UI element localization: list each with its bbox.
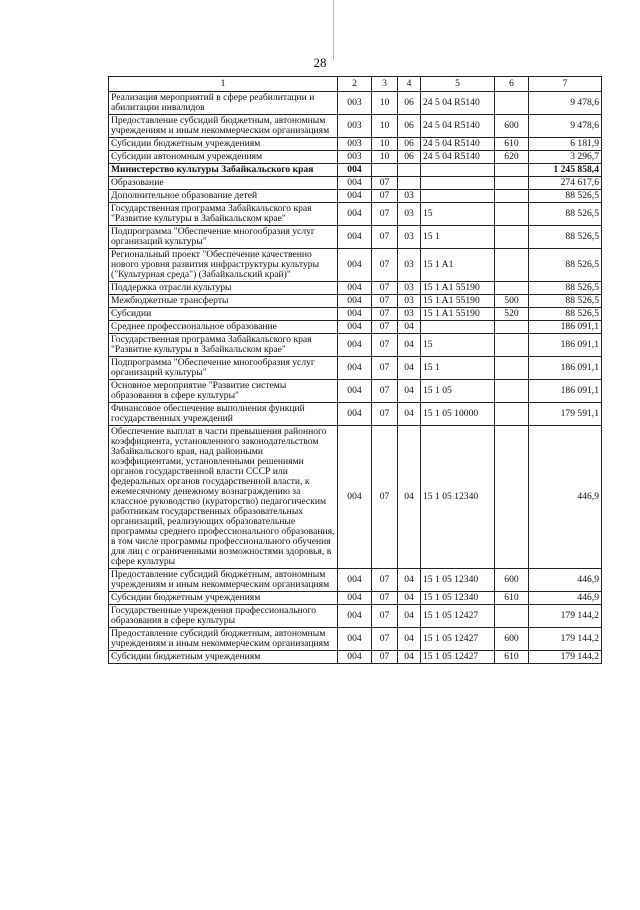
cell-section: 10 — [372, 138, 398, 151]
table-header — [109, 77, 602, 92]
table-row — [109, 249, 602, 282]
cell-target-article: 15 1 05 12427 — [421, 651, 495, 664]
cell-ministry-code: 004 — [338, 226, 372, 249]
cell-expense-type: 600 — [495, 569, 529, 592]
cell-target-article: 15 — [421, 334, 495, 357]
cell-name: Подпрограмма "Обеспечение многообразия услуг организаций культуры" — [109, 357, 338, 380]
cell-expense-type: 620 — [495, 151, 529, 164]
header-col-4: 4 — [398, 77, 421, 92]
cell-ministry-code: 004 — [338, 282, 372, 295]
cell-target-article: 15 1 A1 — [421, 249, 495, 282]
cell-subsection: 04 — [398, 628, 421, 651]
cell-expense-type — [495, 226, 529, 249]
cell-name: Субсидии бюджетным учреждениям — [109, 138, 338, 151]
cell-section: 07 — [372, 569, 398, 592]
table-body — [109, 92, 602, 664]
cell-target-article: 15 1 — [421, 357, 495, 380]
cell-name: Государственная программа Забайкальского края "Развитие культуры в Забайкальском крае" — [109, 203, 338, 226]
cell-name: Субсидии бюджетным учреждениям — [109, 651, 338, 664]
cell-name: Реализация мероприятий в сфере реабилитации и абилитации инвалидов — [109, 92, 338, 115]
cell-expense-type — [495, 403, 529, 426]
table-row — [109, 321, 602, 334]
cell-name: Субсидии автономным учреждениям — [109, 151, 338, 164]
table-row — [109, 426, 602, 569]
cell-subsection: 03 — [398, 190, 421, 203]
cell-amount: 88 526,5 — [529, 308, 602, 321]
cell-section: 07 — [372, 190, 398, 203]
cell-expense-type — [495, 605, 529, 628]
table-row — [109, 628, 602, 651]
cell-section: 07 — [372, 295, 398, 308]
cell-expense-type: 610 — [495, 592, 529, 605]
cell-target-article: 24 5 04 R5140 — [421, 138, 495, 151]
cell-name: Основное мероприятие "Развитие системы образования в сфере культуры" — [109, 380, 338, 403]
cell-subsection: 03 — [398, 282, 421, 295]
cell-expense-type: 520 — [495, 308, 529, 321]
cell-target-article: 15 — [421, 203, 495, 226]
cell-section: 07 — [372, 334, 398, 357]
cell-section: 07 — [372, 651, 398, 664]
header-col-5: 5 — [421, 77, 495, 92]
cell-section: 10 — [372, 115, 398, 138]
cell-amount: 3 296,7 — [529, 151, 602, 164]
cell-target-article: 15 1 — [421, 226, 495, 249]
cell-target-article — [421, 177, 495, 190]
cell-ministry-code: 004 — [338, 295, 372, 308]
cell-name: Субсидии — [109, 308, 338, 321]
cell-name: Предоставление субсидий бюджетным, автономным учреждениям и иным некоммерческим организациям — [109, 628, 338, 651]
cell-ministry-code: 004 — [338, 380, 372, 403]
header-col-2: 2 — [338, 77, 372, 92]
header-col-3: 3 — [372, 77, 398, 92]
table-row — [109, 308, 602, 321]
cell-section: 07 — [372, 628, 398, 651]
table-row — [109, 92, 602, 115]
cell-subsection: 04 — [398, 403, 421, 426]
cell-subsection: 04 — [398, 569, 421, 592]
cell-section: 07 — [372, 592, 398, 605]
cell-amount: 186 091,1 — [529, 334, 602, 357]
cell-subsection: 04 — [398, 426, 421, 569]
cell-name: Финансовое обеспечение выполнения функций государственных учреждений — [109, 403, 338, 426]
cell-expense-type — [495, 380, 529, 403]
budget-table — [108, 76, 602, 664]
cell-subsection: 04 — [398, 651, 421, 664]
cell-name: Образование — [109, 177, 338, 190]
cell-expense-type: 500 — [495, 295, 529, 308]
cell-section: 07 — [372, 321, 398, 334]
cell-expense-type: 610 — [495, 138, 529, 151]
table-row — [109, 651, 602, 664]
cell-subsection — [398, 164, 421, 177]
cell-target-article: 15 1 05 12427 — [421, 628, 495, 651]
cell-amount: 186 091,1 — [529, 357, 602, 380]
cell-subsection: 04 — [398, 357, 421, 380]
cell-ministry-code: 004 — [338, 164, 372, 177]
cell-amount: 446,9 — [529, 426, 602, 569]
cell-ministry-code: 004 — [338, 569, 372, 592]
cell-name: Субсидии бюджетным учреждениям — [109, 592, 338, 605]
cell-ministry-code: 004 — [338, 249, 372, 282]
cell-subsection: 06 — [398, 151, 421, 164]
cell-subsection: 03 — [398, 295, 421, 308]
cell-section: 07 — [372, 357, 398, 380]
cell-amount: 88 526,5 — [529, 190, 602, 203]
cell-expense-type — [495, 357, 529, 380]
cell-subsection: 04 — [398, 592, 421, 605]
cell-amount: 186 091,1 — [529, 380, 602, 403]
cell-target-article: 15 1 A1 55190 — [421, 295, 495, 308]
cell-section: 07 — [372, 403, 398, 426]
cell-target-article: 15 1 A1 55190 — [421, 308, 495, 321]
cell-section: 07 — [372, 426, 398, 569]
cell-target-article: 24 5 04 R5140 — [421, 92, 495, 115]
cell-amount: 88 526,5 — [529, 203, 602, 226]
cell-amount: 186 091,1 — [529, 321, 602, 334]
cell-ministry-code: 004 — [338, 628, 372, 651]
table-row — [109, 357, 602, 380]
table-row — [109, 226, 602, 249]
cell-subsection — [398, 177, 421, 190]
cell-name: Дополнительное образование детей — [109, 190, 338, 203]
cell-name: Предоставление субсидий бюджетным, автономным учреждениям и иным некоммерческим организациям — [109, 569, 338, 592]
cell-target-article: 24 5 04 R5140 — [421, 115, 495, 138]
cell-target-article: 15 1 05 12340 — [421, 592, 495, 605]
cell-expense-type — [495, 92, 529, 115]
table-row — [109, 295, 602, 308]
cell-section — [372, 164, 398, 177]
cell-target-article: 15 1 05 10000 — [421, 403, 495, 426]
cell-section: 07 — [372, 249, 398, 282]
cell-section: 07 — [372, 308, 398, 321]
cell-ministry-code: 004 — [338, 321, 372, 334]
cell-subsection: 03 — [398, 308, 421, 321]
cell-ministry-code: 003 — [338, 151, 372, 164]
cell-expense-type — [495, 249, 529, 282]
cell-name: Межбюджетные трансферты — [109, 295, 338, 308]
page-number: 28 — [313, 55, 327, 70]
cell-amount: 446,9 — [529, 592, 602, 605]
cell-subsection: 04 — [398, 321, 421, 334]
header-col-1: 1 — [109, 77, 338, 92]
cell-subsection: 06 — [398, 115, 421, 138]
cell-target-article: 15 1 05 12340 — [421, 426, 495, 569]
cell-amount: 88 526,5 — [529, 295, 602, 308]
cell-ministry-code: 004 — [338, 592, 372, 605]
cell-amount: 446,9 — [529, 569, 602, 592]
cell-amount: 88 526,5 — [529, 226, 602, 249]
header-col-6: 6 — [495, 77, 529, 92]
cell-ministry-code: 004 — [338, 357, 372, 380]
table-row — [109, 403, 602, 426]
cell-name: Министерство культуры Забайкальского края — [109, 164, 338, 177]
table-row — [109, 151, 602, 164]
cell-expense-type — [495, 426, 529, 569]
cell-amount: 1 245 858,4 — [529, 164, 602, 177]
cell-amount: 6 181,9 — [529, 138, 602, 151]
cell-target-article: 24 5 04 R5140 — [421, 151, 495, 164]
cell-subsection: 04 — [398, 380, 421, 403]
cell-target-article — [421, 164, 495, 177]
table-row — [109, 190, 602, 203]
cell-amount: 274 617,6 — [529, 177, 602, 190]
cell-section: 10 — [372, 151, 398, 164]
cell-target-article — [421, 190, 495, 203]
cell-subsection: 03 — [398, 226, 421, 249]
table-row — [109, 203, 602, 226]
table-row — [109, 605, 602, 628]
cell-name: Государственная программа Забайкальского края "Развитие культуры в Забайкальском крае" — [109, 334, 338, 357]
cell-name: Предоставление субсидий бюджетным, автономным учреждениям и иным некоммерческим организациям — [109, 115, 338, 138]
cell-section: 07 — [372, 380, 398, 403]
cell-subsection: 04 — [398, 334, 421, 357]
cell-expense-type: 600 — [495, 115, 529, 138]
cell-target-article — [421, 321, 495, 334]
cell-amount: 9 478,6 — [529, 92, 602, 115]
cell-amount: 179 591,1 — [529, 403, 602, 426]
header-row — [109, 77, 602, 92]
cell-expense-type — [495, 282, 529, 295]
cell-subsection: 06 — [398, 92, 421, 115]
table-row — [109, 164, 602, 177]
cell-name: Государственные учреждения профессионального образования в сфере культуры — [109, 605, 338, 628]
cell-expense-type — [495, 321, 529, 334]
cell-name: Среднее профессиональное образование — [109, 321, 338, 334]
cell-expense-type — [495, 177, 529, 190]
cell-target-article: 15 1 05 — [421, 380, 495, 403]
cell-target-article: 15 1 A1 55190 — [421, 282, 495, 295]
cell-expense-type — [495, 334, 529, 357]
scan-artifact-line — [333, 0, 334, 60]
cell-subsection: 06 — [398, 138, 421, 151]
cell-subsection: 03 — [398, 249, 421, 282]
cell-section: 07 — [372, 203, 398, 226]
table-row — [109, 380, 602, 403]
cell-section: 07 — [372, 282, 398, 295]
cell-amount: 88 526,5 — [529, 249, 602, 282]
cell-subsection: 04 — [398, 605, 421, 628]
table-row — [109, 115, 602, 138]
cell-section: 07 — [372, 605, 398, 628]
table-row — [109, 592, 602, 605]
cell-name: Поддержка отрасли культуры — [109, 282, 338, 295]
cell-ministry-code: 004 — [338, 203, 372, 226]
table-row — [109, 138, 602, 151]
cell-target-article: 15 1 05 12427 — [421, 605, 495, 628]
cell-name: Региональный проект "Обеспечение качественно нового уровня развития инфраструктуры культуры ("Культурная среда") (Забайкальский край)" — [109, 249, 338, 282]
cell-ministry-code: 004 — [338, 177, 372, 190]
cell-ministry-code: 003 — [338, 115, 372, 138]
cell-ministry-code: 004 — [338, 308, 372, 321]
cell-subsection: 03 — [398, 203, 421, 226]
table-row — [109, 177, 602, 190]
table-row — [109, 282, 602, 295]
cell-amount: 179 144,2 — [529, 605, 602, 628]
cell-expense-type — [495, 164, 529, 177]
cell-expense-type — [495, 190, 529, 203]
cell-expense-type: 610 — [495, 651, 529, 664]
cell-ministry-code: 004 — [338, 403, 372, 426]
cell-ministry-code: 004 — [338, 426, 372, 569]
cell-ministry-code: 004 — [338, 605, 372, 628]
cell-expense-type: 600 — [495, 628, 529, 651]
cell-amount: 179 144,2 — [529, 628, 602, 651]
cell-expense-type — [495, 203, 529, 226]
cell-amount: 179 144,2 — [529, 651, 602, 664]
cell-section: 07 — [372, 226, 398, 249]
cell-ministry-code: 004 — [338, 190, 372, 203]
cell-target-article: 15 1 05 12340 — [421, 569, 495, 592]
cell-ministry-code: 004 — [338, 334, 372, 357]
table-row — [109, 334, 602, 357]
table-row — [109, 569, 602, 592]
cell-section: 10 — [372, 92, 398, 115]
cell-amount: 9 478,6 — [529, 115, 602, 138]
cell-section: 07 — [372, 177, 398, 190]
cell-ministry-code: 003 — [338, 92, 372, 115]
cell-amount: 88 526,5 — [529, 282, 602, 295]
cell-ministry-code: 004 — [338, 651, 372, 664]
cell-ministry-code: 003 — [338, 138, 372, 151]
cell-name: Подпрограмма "Обеспечение многообразия услуг организаций культуры" — [109, 226, 338, 249]
cell-name: Обеспечение выплат в части превышения районного коэффициента, установленного законодательством Забайкальского края, над районными коэффициентами, установленными решениями органов государственной власти СССР или федеральных органов государственной власти, к ежемесячному денежному вознаграждению за классное руководство (кураторство) педагогическим работникам государственных образовательных организаций, реализующих образовательные программы среднего профессионального образования, в том числе программы профессионального обучения для лиц с ограниченными возможностями здоровья, в сфере культуры — [109, 426, 338, 569]
header-col-7: 7 — [529, 77, 602, 92]
